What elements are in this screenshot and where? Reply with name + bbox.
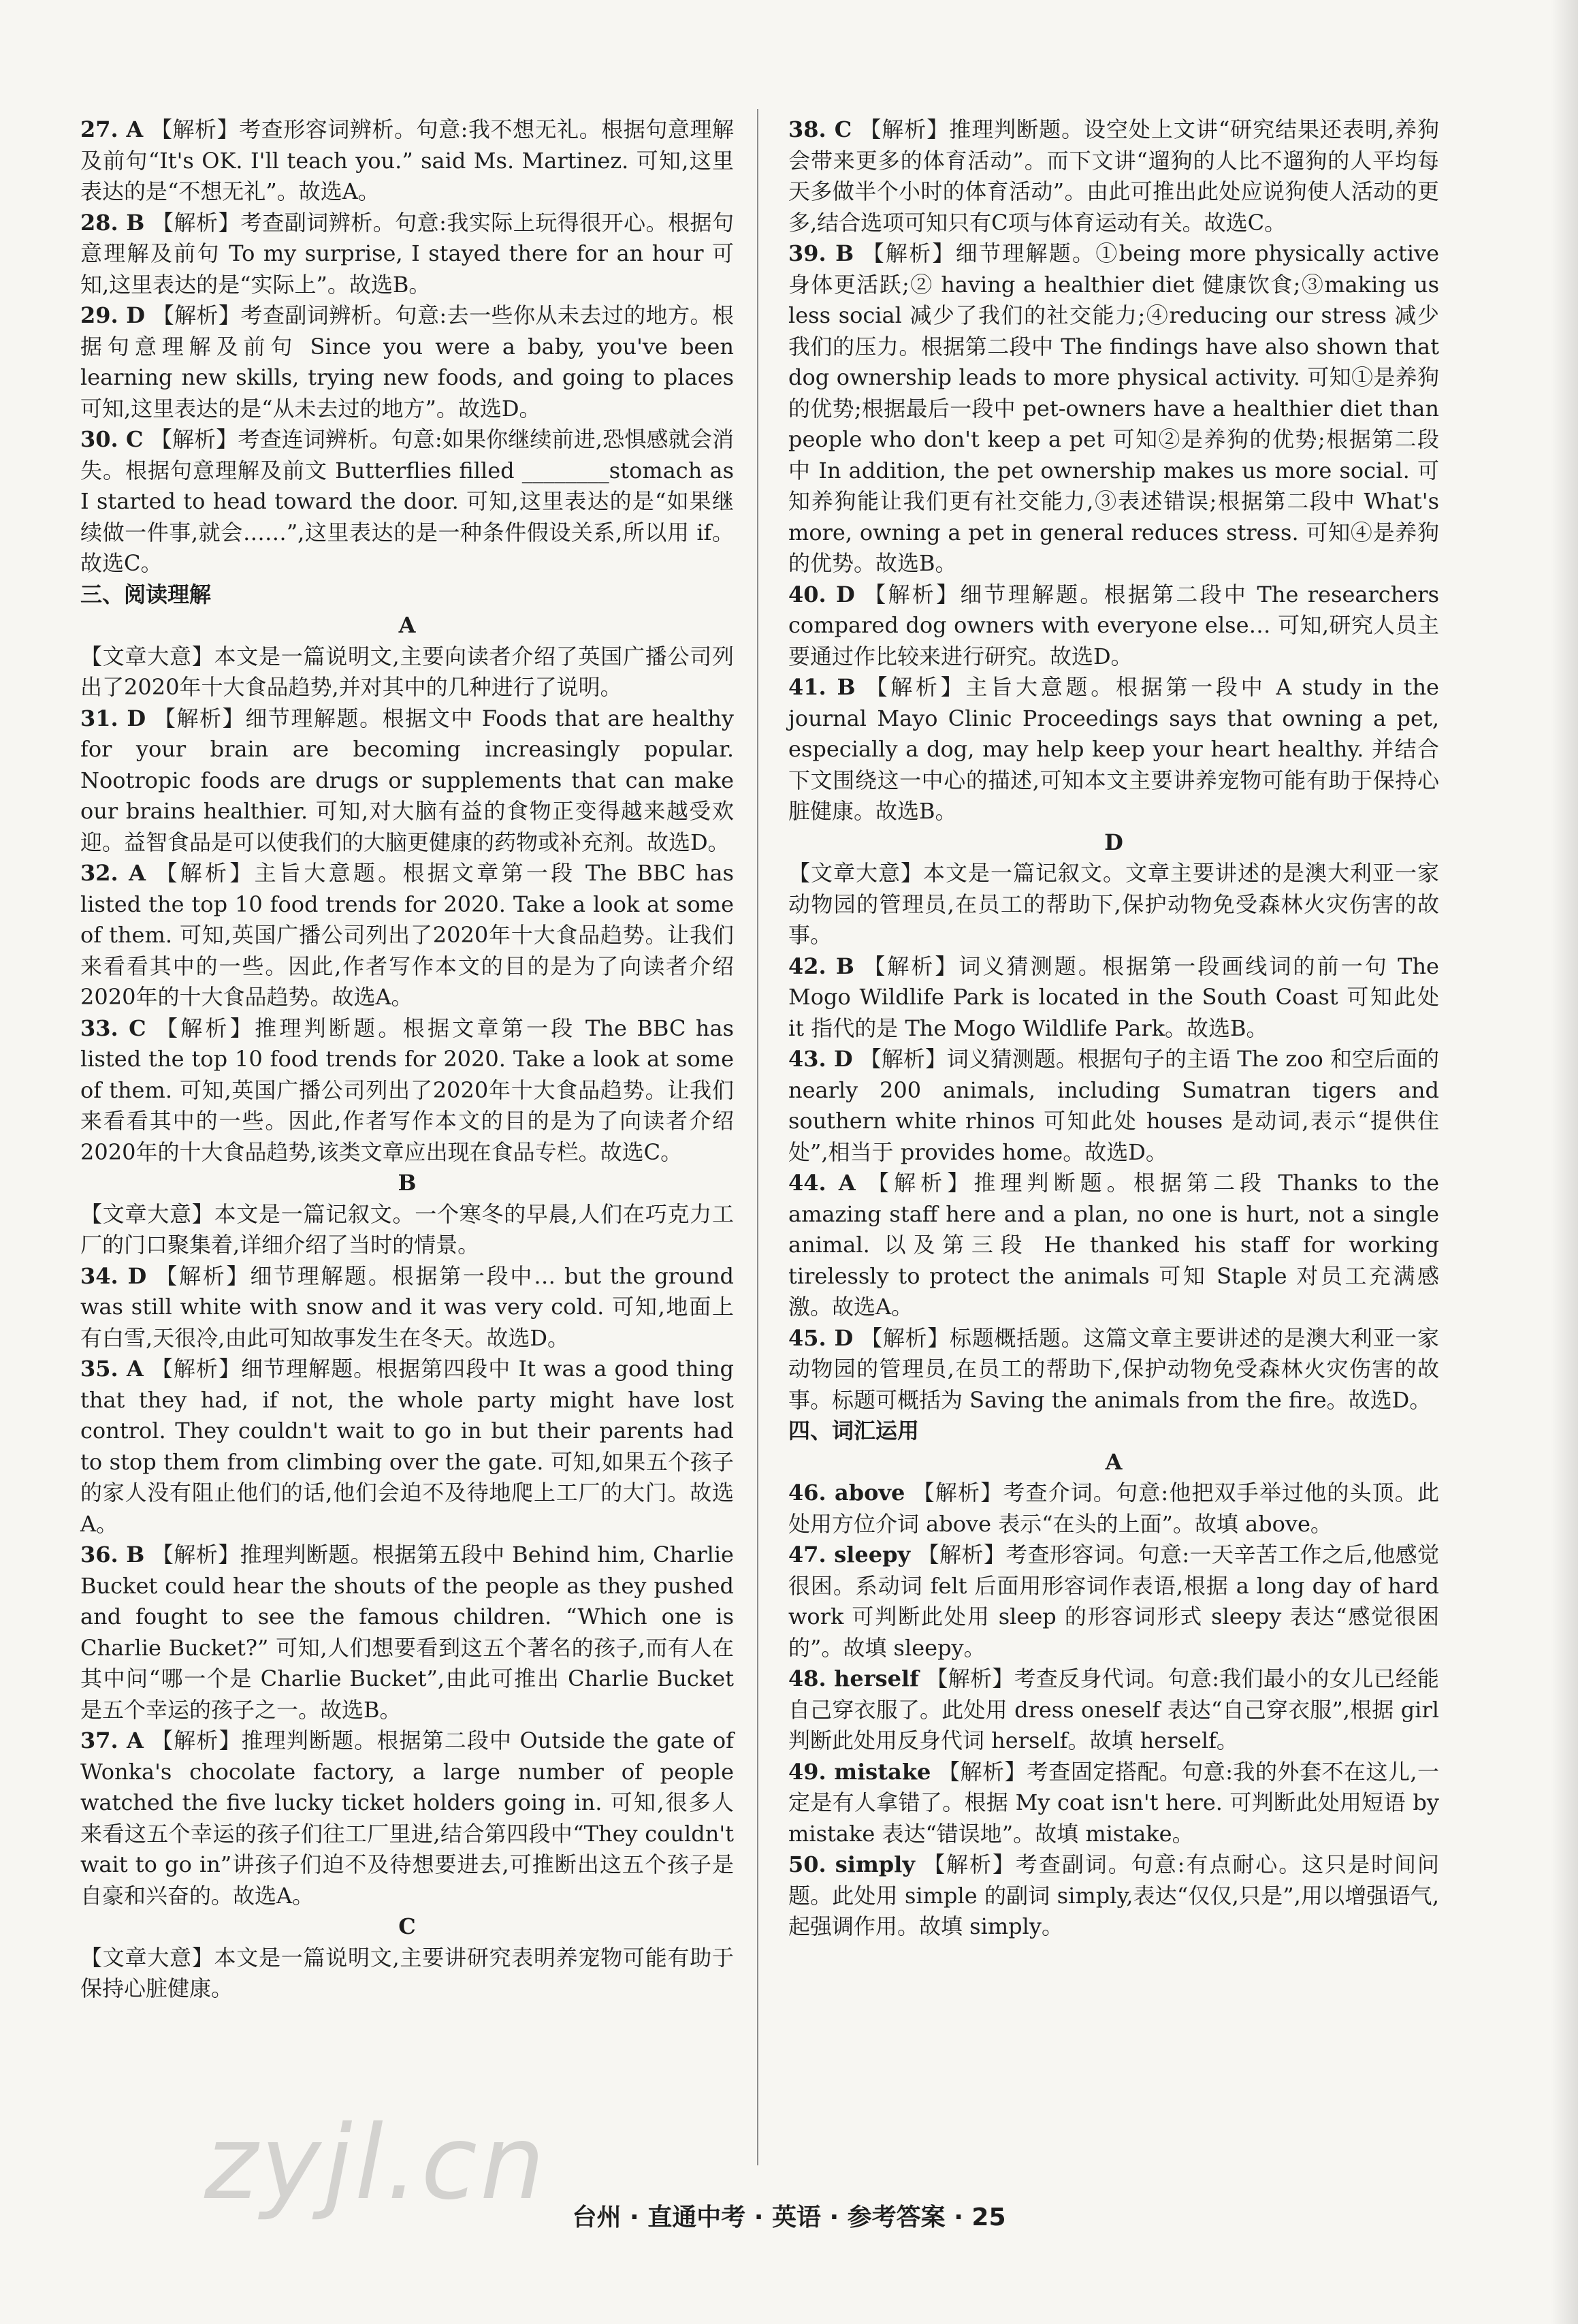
answer-28: 28. B 【解析】考查副词辨析。句意:我实际上玩得很开心。根据句意理解及前句 To my surprise, I stayed there for an hour 可知,这里表达的是“实际上”。故选B。 bbox=[80, 209, 735, 298]
footer-text: 台州 · 直通中考 · 英语 · 参考答案 · 25 bbox=[572, 2203, 1006, 2231]
answer-34: 34. D 【解析】细节理解题。根据第一段中… but the ground was still white with snow and it was very cold. 可知,地面上有白雪,天很冷,由此可知故事发生在冬天。故选D。 bbox=[80, 1262, 734, 1351]
answer-32: 32. A 【解析】主旨大意题。根据文章第一段 The BBC has listed the top 10 food trends for 2020. Take a look at some of them. 可知,英国广播公司列出了2020年十大食品趋势。让我们来看看其中的一些。因此,作者写作本文的目的是为了向读者介绍2020年的十大食品趋势。故选A。 bbox=[80, 860, 735, 1010]
answer-40: 40. D 【解析】细节理解题。根据第二段中 The researchers compared dog owners with everyone else… 可知,研究人员主要通过作比较来进行研究。故选D。 bbox=[788, 581, 1439, 669]
answer-27: 27. A 【解析】考查形容词辨析。句意:我不想无礼。根据句意理解及前句“It's OK. I'll teach you.” said Ms. Martinez. 可知,这里表达的是“不想无礼”。故选A。 bbox=[80, 116, 735, 204]
passage-letter-a: A bbox=[398, 612, 416, 638]
page-footer bbox=[0, 2198, 1578, 2233]
answer-49: 49. mistake 【解析】考查固定搭配。句意:我的外套不在这儿,一定是有人拿错了。根据 My coat isn't here. 可判断此处用短语 by mistake 表达“错误地”。故填 mistake。 bbox=[788, 1758, 1439, 1847]
passage-letter-c: C bbox=[398, 1913, 416, 1939]
answer-36: 36. B 【解析】推理判断题。根据第五段中 Behind him, Charlie Bucket could hear the shouts of the people as they pushed and fought to see the famous children. “Which one is Charlie Bucket?” 可知,人们想要看到这五个著名的孩子,而有人在其中问“哪一个是 Charlie Bucket”,由此可推出 Charlie Bucket 是五个幸运的孩子之一。故选B。 bbox=[80, 1542, 734, 1723]
answer-33: 33. C 【解析】推理判断题。根据文章第一段 The BBC has listed the top 10 food trends for 2020. Take a look at some of them. 可知,英国广播公司列出了2020年十大食品趋势。让我们来看看其中的一些。因此,作者写作本文的目的是为了向读者介绍2020年的十大食品趋势,该类文章应出现在食品专栏。故选C。 bbox=[80, 1015, 735, 1165]
passage-letter-b: B bbox=[398, 1170, 417, 1196]
watermark-logo: zyjl.cn bbox=[204, 2104, 548, 2223]
answer-37: 37. A 【解析】推理判断题。根据第二段中 Outside the gate of Wonka's chocolate factory, a large number of people watched the five lucky ticket holders going in. 可知,很多人来看这五个幸运的孩子们往工厂里进,结合第四段中“They couldn't wait to go in”讲孩子们迫不及待想要进去,可推断出这五个孩子是自豪和兴奋的。故选A。 bbox=[80, 1728, 735, 1909]
answer-39: 39. B 【解析】细节理解题。①being more physically active 身体更活跃;② having a healthier diet 健康饮食;③making us less social 减少了我们的社交能力;④reducing our stress 减少我们的压力。根据第二段中 The findings have also shown that dog ownership leads to more physical activity. 可知①是养狗的优势;根据最后一段中 pet-owners have a healthier diet than people who don't keep a pet 可知②是养狗的优势;根据第二段中 In addition, the pet ownership makes us more social. 可知养狗能让我们更有社交能力,③表述错误;根据第二段中 What's more, owning a pet in general reduces stress. 可知④是养狗的优势。故选B。 bbox=[788, 240, 1440, 576]
answer-48: 48. herself 【解析】考查反身代词。句意:我们最小的女儿已经能自己穿衣服了。此处用 dress oneself 表达“自己穿衣服”,根据 girl 判断此处用反身代词 herself。故填 herself。 bbox=[788, 1666, 1440, 1753]
answer-47: 47. sleepy 【解析】考查形容词。句意:一天辛苦工作之后,他感觉很困。系动词 felt 后面用形容词作表语,根据 a long day of hard work 可判断此处用 sleep 的形容词形式 sleepy 表达“感觉很困的”。故填 sleepy。 bbox=[788, 1542, 1440, 1661]
answer-29: 29. D 【解析】考查副词辨析。句意:去一些你从未去过的地方。根据句意理解及前句 Since you were a baby, you've been learning new skills, trying new foods, and going to places 可知,这里表达的是“从未去过的地方”。故选D。 bbox=[80, 302, 735, 421]
right-column bbox=[788, 114, 1439, 1943]
answer-42: 42. B 【解析】词义猜测题。根据第一段画线词的前一句 The Mogo Wildlife Park is located in the South Coast 可知此处 it 指代的是 The Mogo Wildlife Park。故选B。 bbox=[788, 953, 1439, 1041]
column-divider bbox=[757, 109, 758, 2165]
answer-45: 45. D 【解析】标题概括题。这篇文章主要讲述的是澳大利亚一家动物园的管理员,在员工的帮助下,保护动物免受森林火灾伤害的故事。标题可概括为 Saving the animals from the fire。故选D。 bbox=[788, 1324, 1439, 1413]
answer-35: 35. A 【解析】细节理解题。根据第四段中 It was a good thing that they had, if not, the whole party might have lost control. They couldn't wait to go in but their parents had to stop them from climbing over the gate. 可知,如果五个孩子的家人没有阻止他们的话,他们会迫不及待地爬上工厂的大门。故选A。 bbox=[80, 1356, 735, 1537]
passage-summary-c: 【文章大意】本文是一篇说明文,主要讲研究表明养宠物可能有助于保持心脏健康。 bbox=[80, 1944, 734, 2001]
answer-46: 46. above 【解析】考查介词。句意:他把双手举过他的头顶。此处用方位介词 above 表示“在头的上面”。故填 above。 bbox=[788, 1480, 1439, 1537]
answer-30: 30. C 【解析】考查连词辨析。句意:如果你继续前进,恐惧感就会消失。根据句意理解及前文 Butterflies filled ________stomach as I started to head toward the door. 可知,这里表达的是“如果继续做一件事,就会……”,这里表达的是一种条件假设关系,所以用 if。故选C。 bbox=[80, 426, 735, 576]
answer-41: 41. B 【解析】主旨大意题。根据第一段中 A study in the journal Mayo Clinic Proceedings says that owning a pet, especially a dog, may help keep your heart healthy. 并结合下文围绕这一中心的描述,可知本文主要讲养宠物可能有助于保持心脏健康。故选B。 bbox=[788, 674, 1439, 824]
left-column bbox=[80, 114, 734, 2005]
passage-letter-d: D bbox=[1104, 829, 1123, 855]
passage-summary-d: 【文章大意】本文是一篇记叙文。文章主要讲述的是澳大利亚一家动物园的管理员,在员工的帮助下,保护动物免受森林火灾伤害的故事。 bbox=[788, 860, 1439, 948]
answer-50: 50. simply 【解析】考查副词。句意:有点耐心。这只是时间问题。此处用 simple 的副词 simply,表达“仅仅,只是”,用以增强语气,起强调作用。故填 simply。 bbox=[788, 1851, 1440, 1939]
passage-summary-b: 【文章大意】本文是一篇记叙文。一个寒冬的早晨,人们在巧克力工厂的门口聚集着,详细介绍了当时的情景。 bbox=[80, 1200, 734, 1258]
page-edge-shadow bbox=[1551, 0, 1578, 2324]
answer-43: 43. D 【解析】词义猜测题。根据句子的主语 The zoo 和空后面的 nearly 200 animals, including Sumatran tigers and southern white rhinos 可知此处 houses 是动词,表示“提供住处”,相当于 provides home。故选D。 bbox=[788, 1046, 1440, 1165]
section-heading-vocabulary: 四、词汇运用 bbox=[788, 1418, 920, 1444]
vocab-letter-a: A bbox=[1105, 1448, 1123, 1475]
answer-38: 38. C 【解析】推理判断题。设空处上文讲“研究结果还表明,养狗会带来更多的体育活动”。而下文讲“遛狗的人比不遛狗的人平均每天多做半个小时的体育活动”。由此可推出此处应说狗使人活动的更多,结合选项可知只有C项与体育运动有关。故选C。 bbox=[788, 116, 1439, 236]
passage-summary-a: 【文章大意】本文是一篇说明文,主要向读者介绍了英国广播公司列出了2020年十大食品趋势,并对其中的几种进行了说明。 bbox=[80, 643, 734, 700]
answer-31: 31. D 【解析】细节理解题。根据文中 Foods that are healthy for your brain are becoming increasingly popular. Nootropic foods are drugs or supplements that can make our brains healthier. 可知,对大脑有益的食物正变得越来越受欢迎。益智食品是可以使我们的大脑更健康的药物或补充剂。故选D。 bbox=[80, 705, 734, 855]
section-heading-reading: 三、阅读理解 bbox=[80, 581, 212, 607]
answer-44: 44. A 【解析】推理判断题。根据第二段 Thanks to the amazing staff here and a plan, no one is hurt, not a single animal. 以及第三段 He thanked his staff for working tirelessly to protect the animals 可知 Staple 对员工充满感激。故选A。 bbox=[788, 1170, 1440, 1320]
